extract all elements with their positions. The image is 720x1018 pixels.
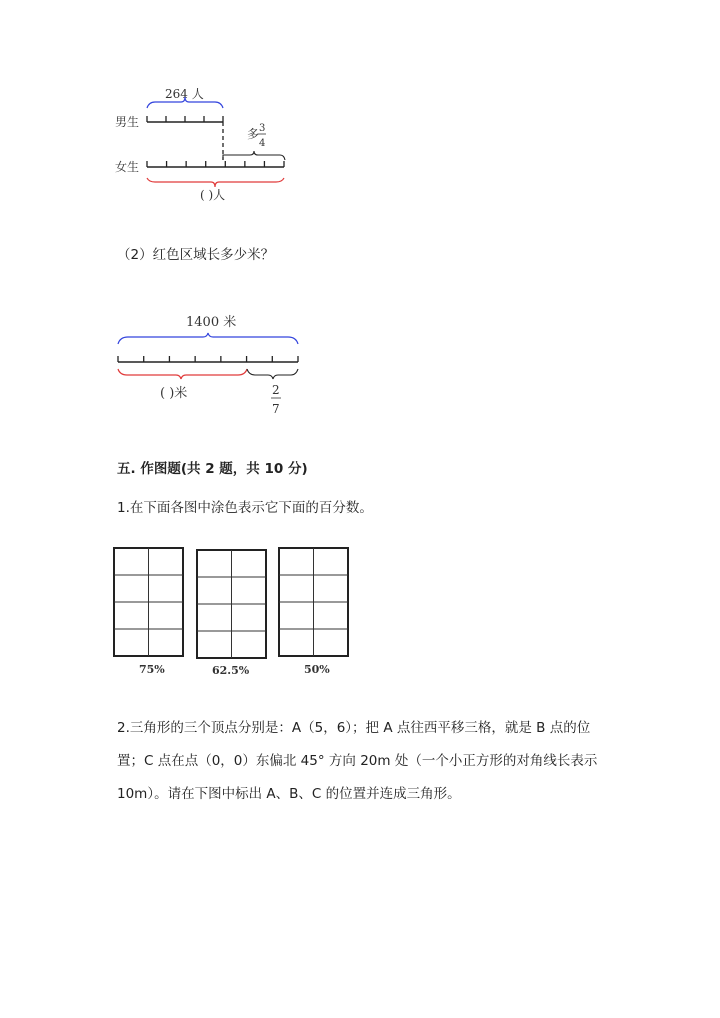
section-heading: 五. 作图题(共 2 题，共 10 分) <box>117 461 308 477</box>
percent-grids <box>114 548 348 658</box>
fraction-numerator: 3 <box>259 123 266 134</box>
red-brace-region <box>118 369 247 379</box>
boys-girls-diagram <box>115 87 285 202</box>
grid-3[interactable] <box>279 548 348 656</box>
grid-2[interactable] <box>197 550 266 658</box>
fraction-denominator: 4 <box>259 138 266 149</box>
total-length-label: 1400 米 <box>186 315 237 330</box>
blue-brace-total <box>118 333 298 344</box>
boys-number-line <box>147 116 223 122</box>
drawing-question-1: 1.在下面各图中涂色表示它下面的百分数。 <box>117 500 373 516</box>
more-label: 多 <box>247 127 260 141</box>
girls-number-line <box>147 161 284 167</box>
girls-label: 女生 <box>115 160 140 174</box>
fraction-denominator: 7 <box>272 402 280 416</box>
black-brace-more <box>223 151 285 160</box>
answer-blank-people: ( )人 <box>200 188 226 202</box>
answer-blank-meters: ( )米 <box>160 386 188 401</box>
grid-label-75: 75% <box>139 663 165 676</box>
fraction-numerator: 2 <box>272 383 280 397</box>
grid-1[interactable] <box>114 548 183 656</box>
grid-label-62-5: 62.5% <box>212 664 250 677</box>
grid-label-50: 50% <box>304 663 330 676</box>
red-area-diagram <box>118 314 298 416</box>
question-2-text: （2）红色区域长多少米？ <box>117 247 275 263</box>
blue-brace-boys <box>147 97 223 108</box>
drawing-question-2: 2.三角形的三个顶点分别是：A（5，6）；把 A 点往西平移三格，就是 B 点的位置；C 点在点（0，0）东偏北 45° 方向 20m 处（一个小正方形的对角线长表示 10m）。请在下图中标出 A、B、C 的位置并连成三角形。 <box>117 720 598 802</box>
red-brace-girls <box>147 178 284 187</box>
black-brace-fraction <box>247 369 298 379</box>
length-number-line <box>118 356 298 362</box>
boys-total-label: 264 人 <box>165 87 204 101</box>
boys-label: 男生 <box>115 115 140 129</box>
